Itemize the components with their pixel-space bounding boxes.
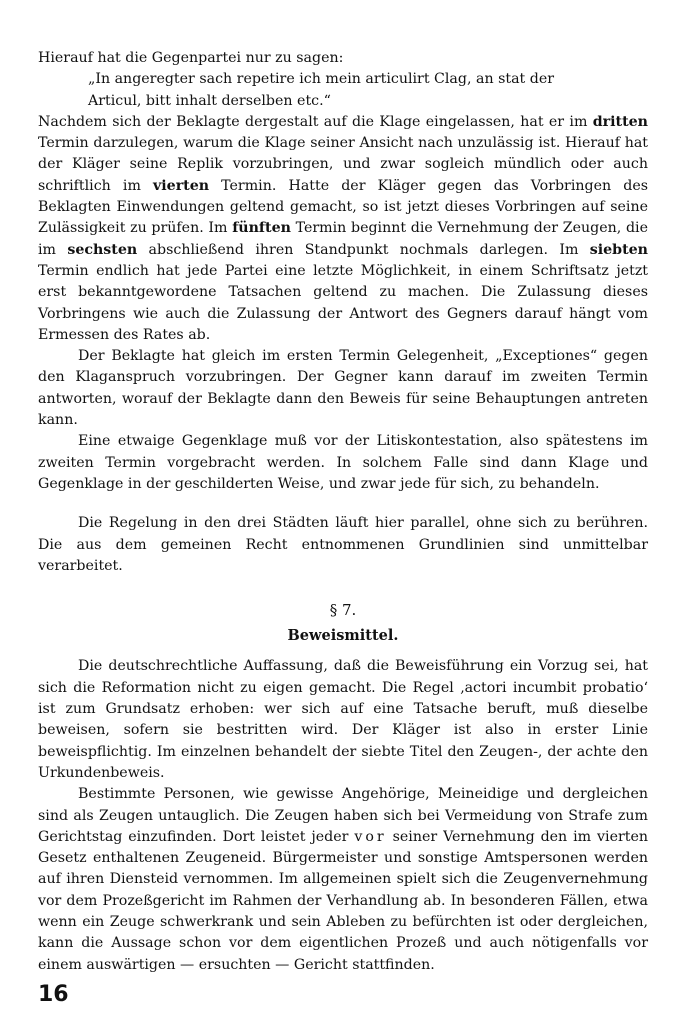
paragraph-exceptiones: Der Beklagte hat gleich im ersten Termin Gelegenheit, „Exceptiones“ gegen den Klaganspruch vorzubringen. Der Gegner kann darauf im zweiten Termin antworten, worauf der Beklagte dann den Beweis für seine Behauptungen antreten kann. — [38, 348, 648, 429]
intro-line: Hierauf hat die Gegenpartei nur zu sagen: — [38, 50, 344, 66]
paragraph-zeugen — [38, 784, 648, 976]
text-run: Nachdem sich der Beklagte dergestalt auf die Klage eingelassen, hat er im — [38, 113, 593, 130]
paragraph-beweisfuehrung: Die deutschrechtliche Auffassung, daß die Beweisführung ein Vorzug sei, hat sich die Reformation nicht zu eigen gemacht. Die Regel ‚actori incumbit probatio‘ ist zum Grundsatz erhoben: wer sich auf eine Tatsache beruft, muß dieselbe beweisen, sofern sie bestritten wird. Der Kläger ist also in erster Linie beweispflichtig. Im einzelnen behandelt der siebte Titel den Zeugen-, der achte den Urkundenbeweis. — [38, 658, 648, 781]
paragraph-gegenklage: Eine etwaige Gegenklage muß vor der Litiskontestation, also spätestens im zweiten Termin vorgebracht werden. In solchem Falle sind dann Klage und Gegenklage in der geschilderten Weise, und zwar jede für sich, zu behandeln. — [38, 433, 648, 492]
paragraph-termine — [38, 112, 648, 346]
text-run: Termin darzulegen, warum die Klage seiner Ansicht nach unzulässig ist. Hierauf hat der Kläger seine Replik vorzubringen, und zwar sogleich mündlich oder auch schriftlich im — [38, 135, 648, 194]
emphasis-sechsten: sechsten — [67, 241, 138, 258]
emphasis-vierten: vierten — [153, 177, 210, 194]
quote-line-2: Articul, bitt inhalt derselben etc.“ — [88, 92, 331, 109]
emphasis-dritten: dritten — [592, 113, 648, 130]
emphasis-fuenften: fünften — [232, 220, 291, 237]
emphasis-siebten: siebten — [589, 241, 648, 258]
text-run: abschließend ihren Standpunkt nochmals darlegen. Im — [137, 241, 590, 258]
text-run: Termin endlich hat jede Partei eine letzte Möglichkeit, in einem Schriftsatz jetzt erst bekanntgewordene Tatsachen geltend zu machen. Die Zulassung dieses Vorbringens wie auch die Zulassung der Antwort des Gegners darauf hängt vom Ermessen des Rates ab. — [38, 262, 648, 343]
text-run: seiner Vernehmung den im vierten Gesetz enthaltenen Zeugeneid. Bürgermeister und sonstige Amtspersonen werden auf ihren Diensteid vernommen. Im allgemeinen spielt sich die Zeugenvernehmung vor dem Prozeßgericht im Rahmen der Verhandlung ab. In besonderen Fällen, etwa wenn ein Zeuge schwerkrank und sein Ableben zu befürchten ist oder dergleichen, kann die Aussage schon vor dem eigentlichen Prozeß und auch nötigenfalls vor einem auswärtigen — ersuchten — Gericht stattfinden. — [38, 828, 648, 973]
quote-line-1: „In angeregter sach repetire ich mein articulirt Clag, an stat der — [88, 71, 555, 88]
text-run: Termin beginnt die Vernehmung der Zeugen, die im — [38, 220, 648, 258]
body-text — [38, 48, 648, 976]
section-title: Beweismittel. — [287, 627, 399, 645]
page-number: 16 — [38, 982, 69, 1007]
emphasis-vor: vor — [354, 828, 387, 845]
text-run: Bestimmte Personen, wie gewisse Angehörige, Meineidige und dergleichen sind als Zeugen untauglich. Die Zeugen haben sich bei Vermeidung von Strafe zum Gerichtstag einzufinden. Dort leistet jeder — [38, 786, 648, 845]
paragraph-regelung: Die Regelung in den drei Städten läuft hier parallel, ohne sich zu berühren. Die aus dem gemeinen Recht entnommenen Grundlinien sind unmittelbar verarbeitet. — [38, 515, 648, 574]
section-number: § 7. — [329, 601, 357, 620]
text-run: Termin. Hatte der Kläger gegen das Vorbringen des Beklagten Einwendungen geltend gemacht, so ist jetzt dieses Vorbringen auf seine Zulässigkeit zu prüfen. Im — [38, 177, 649, 237]
